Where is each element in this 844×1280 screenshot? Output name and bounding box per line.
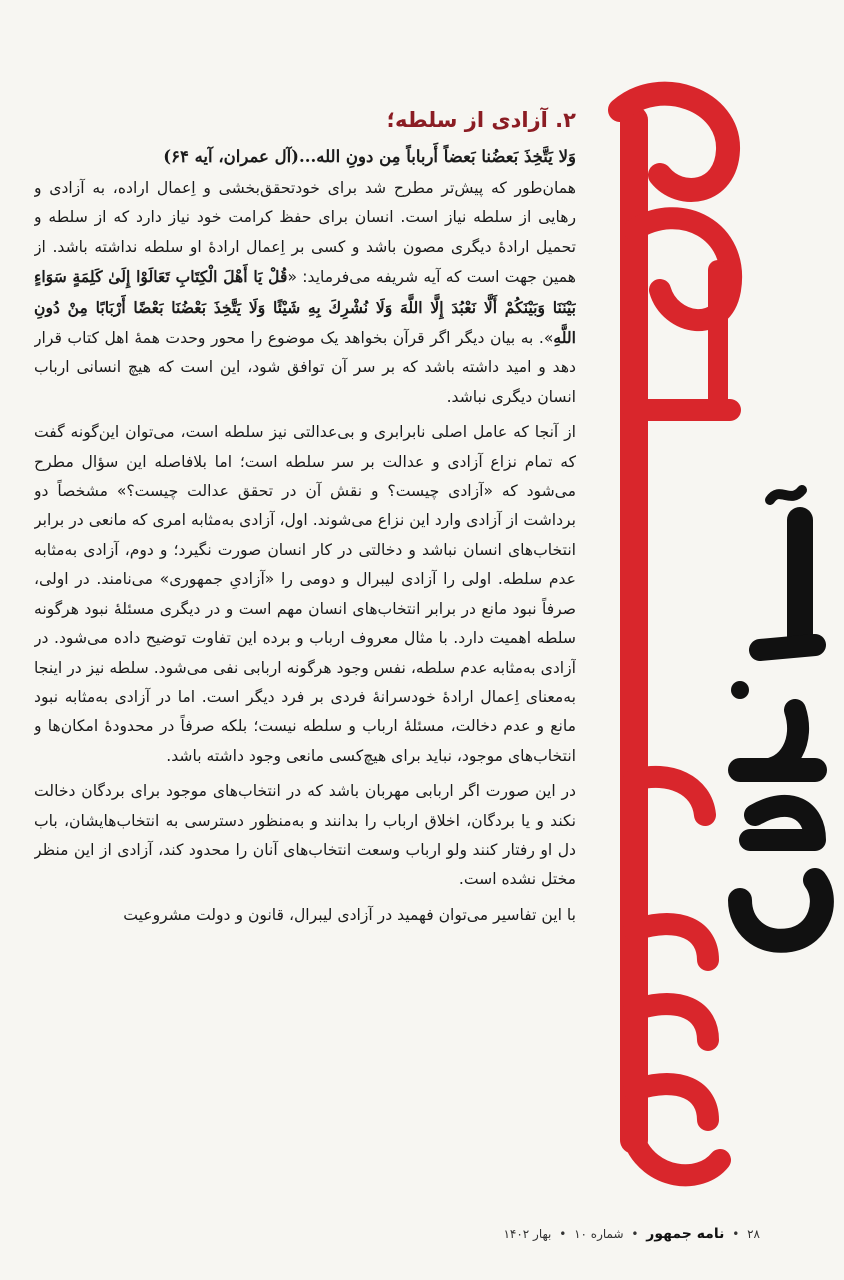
paragraph-3: در این صورت اگر اربابی مهربان باشد که در انتخاب‌های موجود برای بردگان دخالت نکند و یا بردگان، اخلاق ارباب را بدانند و به‌منظور دسترسی به انتخاب‌هایشان، باب دل او رفتار کنند ولو ارباب وسعت انتخاب‌های آنان را محدود کند، آزادی از این منظر مختل نشده است. xyxy=(34,782,576,889)
black-word-azadi xyxy=(731,490,822,941)
footer-separator: • xyxy=(631,1227,639,1241)
paragraph-2: از آنجا که عامل اصلی نابرابری و بی‌عدالتی نیز سلطه است، می‌توان این‌گونه گفت که تمام نزاع آزادی و عدالت بر سر سلطه است؛ اما بلافاصله این سؤال مطرح می‌شود که «آزادی چیست؟ و نقش آن در تحقق عدالت چیست؟» مشخصاً دو برداشت از آزادی وارد این نزاع می‌شوند. اول، آزادی به‌مثابه امری که مانعی در برابر انتخاب‌های انسان نباشد و دخالتی در کار انسان صورت نگیرد؛ و دوم، آزادی به‌مثابه عدم سلطه. اولی را آزادی لیبرال و دومی را «آزادیِ جمهوری» می‌نامند. در اولی، صرفاً نبود مانع در برابر انتخاب‌های انسان مهم است و در دیگری مسئلهٔ نبود هرگونه سلطه اهمیت دارد. با مثال معروف ارباب و برده این تفاوت توضیح داده می‌شود. در آزادی به‌مثابه عدم سلطه، نفس وجود هرگونه اربابی نفی می‌شود. سلطه نیز در اینجا به‌معنای اِعمال ارادهٔ خودسرانهٔ فردی بر فرد دیگر است. اما در آزادی به‌مثابه نبود مانع و عدم دخالت، مسئلهٔ ارباب و سلطه نیست؛ بلکه صرفاً در محدودهٔ امکان‌ها و انتخاب‌های موجود، نباید برای هیچ‌کسی مانعی وجود داشته باشد. xyxy=(34,423,576,765)
page-footer xyxy=(500,1226,760,1242)
issue-season: بهار ۱۴۰۲ xyxy=(503,1227,552,1241)
title-calligraphy xyxy=(590,80,834,1190)
quran-verse: قُلْ يَا أَهْلَ الْكِتَابِ تَعَالَوْا إِلَىٰ كَلِمَةٍ سَوَاءٍ بَيْنَنَا وَبَيْنَكُمْ أَلَّا نَعْبُدَ إِلَّا اللَّهَ وَلَا نُشْرِكَ بِهِ شَيْئًا وَلَا يَتَّخِذَ بَعْضُنَا بَعْضًا أَرْبَابًا مِنْ دُونِ اللَّهِ xyxy=(34,267,576,348)
magazine-name: نامه جمهور xyxy=(646,1226,725,1242)
article-body xyxy=(34,100,576,1200)
section-heading: ۲. آزادی از سلطه؛ xyxy=(386,108,576,132)
red-word-salteh xyxy=(620,94,731,1176)
footer-separator: • xyxy=(559,1227,567,1241)
page-number: ۲۸ xyxy=(747,1227,760,1241)
verse-quote: وَلا یَتَّخِذَ بَعضُنا بَعضاً أَرباباً مِن دونِ الله...(آل عمران، آیه ۶۴) xyxy=(163,147,576,166)
paragraph-1-part-a: همان‌طور که پیش‌تر مطرح شد برای خودتحقق‌بخشی و اِعمال اراده، به آزادی و رهایی از سلطه نیاز است. انسان برای حفظ کرامت خود نیاز دارد که از سلطه و تحمیل ارادهٔ دیگری مصون باشد و کسی بر اِعمال ارادهٔ او سلطه نداشته باشد. از همین جهت است که آیه شریفه می‌فرماید: « xyxy=(34,179,576,287)
paragraph-4: با این تفاسیر می‌توان فهمید در آزادی لیبرال، قانون و دولت مشروعیت xyxy=(123,905,576,924)
paragraph-1 xyxy=(34,174,576,412)
paragraph-1-part-b: ». به بیان دیگر اگر قرآن بخواهد یک موضوع را محور وحدت همهٔ اهل کتاب قرار دهد و امید داشته باشد که بر سر آن توافق شود، این است که هیچ انسانی ارباب انسان دیگری نباشد. xyxy=(34,329,576,406)
footer-separator: • xyxy=(732,1227,740,1241)
issue-number: شماره ۱۰ xyxy=(574,1227,624,1241)
